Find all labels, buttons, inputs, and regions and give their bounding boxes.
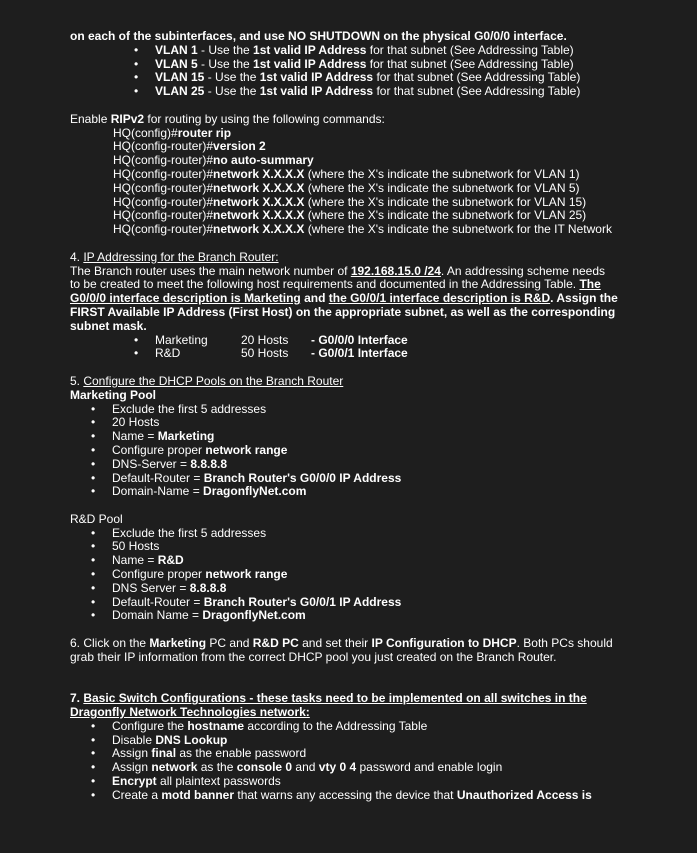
list-item: • Encrypt all plaintext passwords — [70, 775, 630, 789]
rip-intro: Enable RIPv2 for routing by using the following commands: — [70, 111, 385, 126]
list-item: • Exclude the first 5 addresses — [70, 527, 630, 541]
section-7-heading: 7. Basic Switch Configurations - these tasks need to be implemented on all switches in the Dragonfly Network Technologies network: — [70, 691, 587, 720]
marketing-pool-list — [70, 403, 630, 500]
command-line: HQ(config-router)#network X.X.X.X (where the X's indicate the subnetwork for VLAN 5) — [113, 180, 580, 195]
rd-pool-list — [70, 527, 630, 624]
list-item: • DNS Server = 8.8.8.8 — [70, 582, 630, 596]
list-item: • Exclude the first 5 addresses — [70, 403, 630, 417]
list-item: • 20 Hosts — [70, 416, 630, 430]
switch-config-list — [70, 720, 630, 803]
list-item: • Name = R&D — [70, 554, 630, 568]
list-item: • Default-Router = Branch Router's G0/0/0 IP Address — [70, 472, 630, 486]
list-item: • Default-Router = Branch Router's G0/0/1 IP Address — [70, 596, 630, 610]
list-item: • Domain Name = DragonflyNet.com — [70, 609, 630, 623]
section-6-body: 6. Click on the Marketing PC and R&D PC and set their IP Configuration to DHCP. Both PCs should grab their IP information from the correct DHCP pool you just created on the Branch Router. — [70, 636, 613, 664]
list-item: • Configure proper network range — [70, 568, 630, 582]
command-line: HQ(config)#router rip — [113, 125, 232, 140]
list-item: • VLAN 25 - Use the 1st valid IP Address for that subnet (See Addressing Table) — [70, 85, 630, 99]
list-item: • 50 Hosts — [70, 540, 630, 554]
list-item: • Create a motd banner that warns any accessing the device that Unauthorized Access is — [70, 789, 630, 803]
marketing-pool-title: Marketing Pool — [70, 387, 157, 402]
command-line: HQ(config-router)#network X.X.X.X (where the X's indicate the subnetwork for VLAN 25) — [113, 208, 587, 223]
vlan-list — [70, 44, 630, 99]
section-4-heading: 4. IP Addressing for the Branch Router: — [70, 249, 279, 264]
intro-paragraph: on each of the subinterfaces, and use NO SHUTDOWN on the physical G0/0/0 interface. — [70, 29, 567, 43]
list-item: • Disable DNS Lookup — [70, 734, 630, 748]
list-item: • Configure proper network range — [70, 444, 630, 458]
list-item: • VLAN 5 - Use the 1st valid IP Address for that subnet (See Addressing Table) — [70, 58, 630, 72]
list-item: • VLAN 15 - Use the 1st valid IP Address for that subnet (See Addressing Table) — [70, 71, 630, 85]
list-item: • Assign final as the enable password — [70, 747, 630, 761]
list-item: • Name = Marketing — [70, 430, 630, 444]
section-5-heading: 5. Configure the DHCP Pools on the Branch Router — [70, 373, 344, 388]
list-item: • Domain-Name = DragonflyNet.com — [70, 485, 630, 499]
command-line: HQ(config-router)#network X.X.X.X (where the X's indicate the subnetwork for VLAN 15) — [113, 194, 587, 209]
rip-commands — [70, 127, 630, 237]
rd-pool-title: R&D Pool — [70, 511, 123, 526]
list-item: • VLAN 1 - Use the 1st valid IP Address for that subnet (See Addressing Table) — [70, 44, 630, 58]
list-item: • DNS-Server = 8.8.8.8 — [70, 458, 630, 472]
list-item: • R&D 50 Hosts - G0/0/1 Interface — [70, 347, 630, 361]
command-line: HQ(config-router)#network X.X.X.X (where the X's indicate the subnetwork for VLAN 1) — [113, 166, 580, 181]
host-requirements — [70, 334, 630, 362]
command-line: HQ(config-router)#network X.X.X.X (where the X's indicate the subnetwork for the IT Network — [113, 222, 612, 237]
list-item: • Marketing 20 Hosts - G0/0/0 Interface — [70, 334, 630, 348]
section-4-body: The Branch router uses the main network number of 192.168.15.0 /24. An addressing scheme needs to be created to meet the following host requirements and documented in the Addressing Table. The G0/0/0 interface description is Marketing and the G0/0/1 interface description is R&D. Assign the FIRST Available IP Address (First Host) on the appropriate subnet, as well as the corresponding subnet mask. — [70, 263, 618, 333]
command-line: HQ(config-router)#version 2 — [113, 139, 266, 154]
list-item: • Assign network as the console 0 and vty 0 4 password and enable login — [70, 761, 630, 775]
command-line: HQ(config-router)#no auto-summary — [113, 153, 314, 168]
list-item: • Configure the hostname according to the Addressing Table — [70, 720, 630, 734]
